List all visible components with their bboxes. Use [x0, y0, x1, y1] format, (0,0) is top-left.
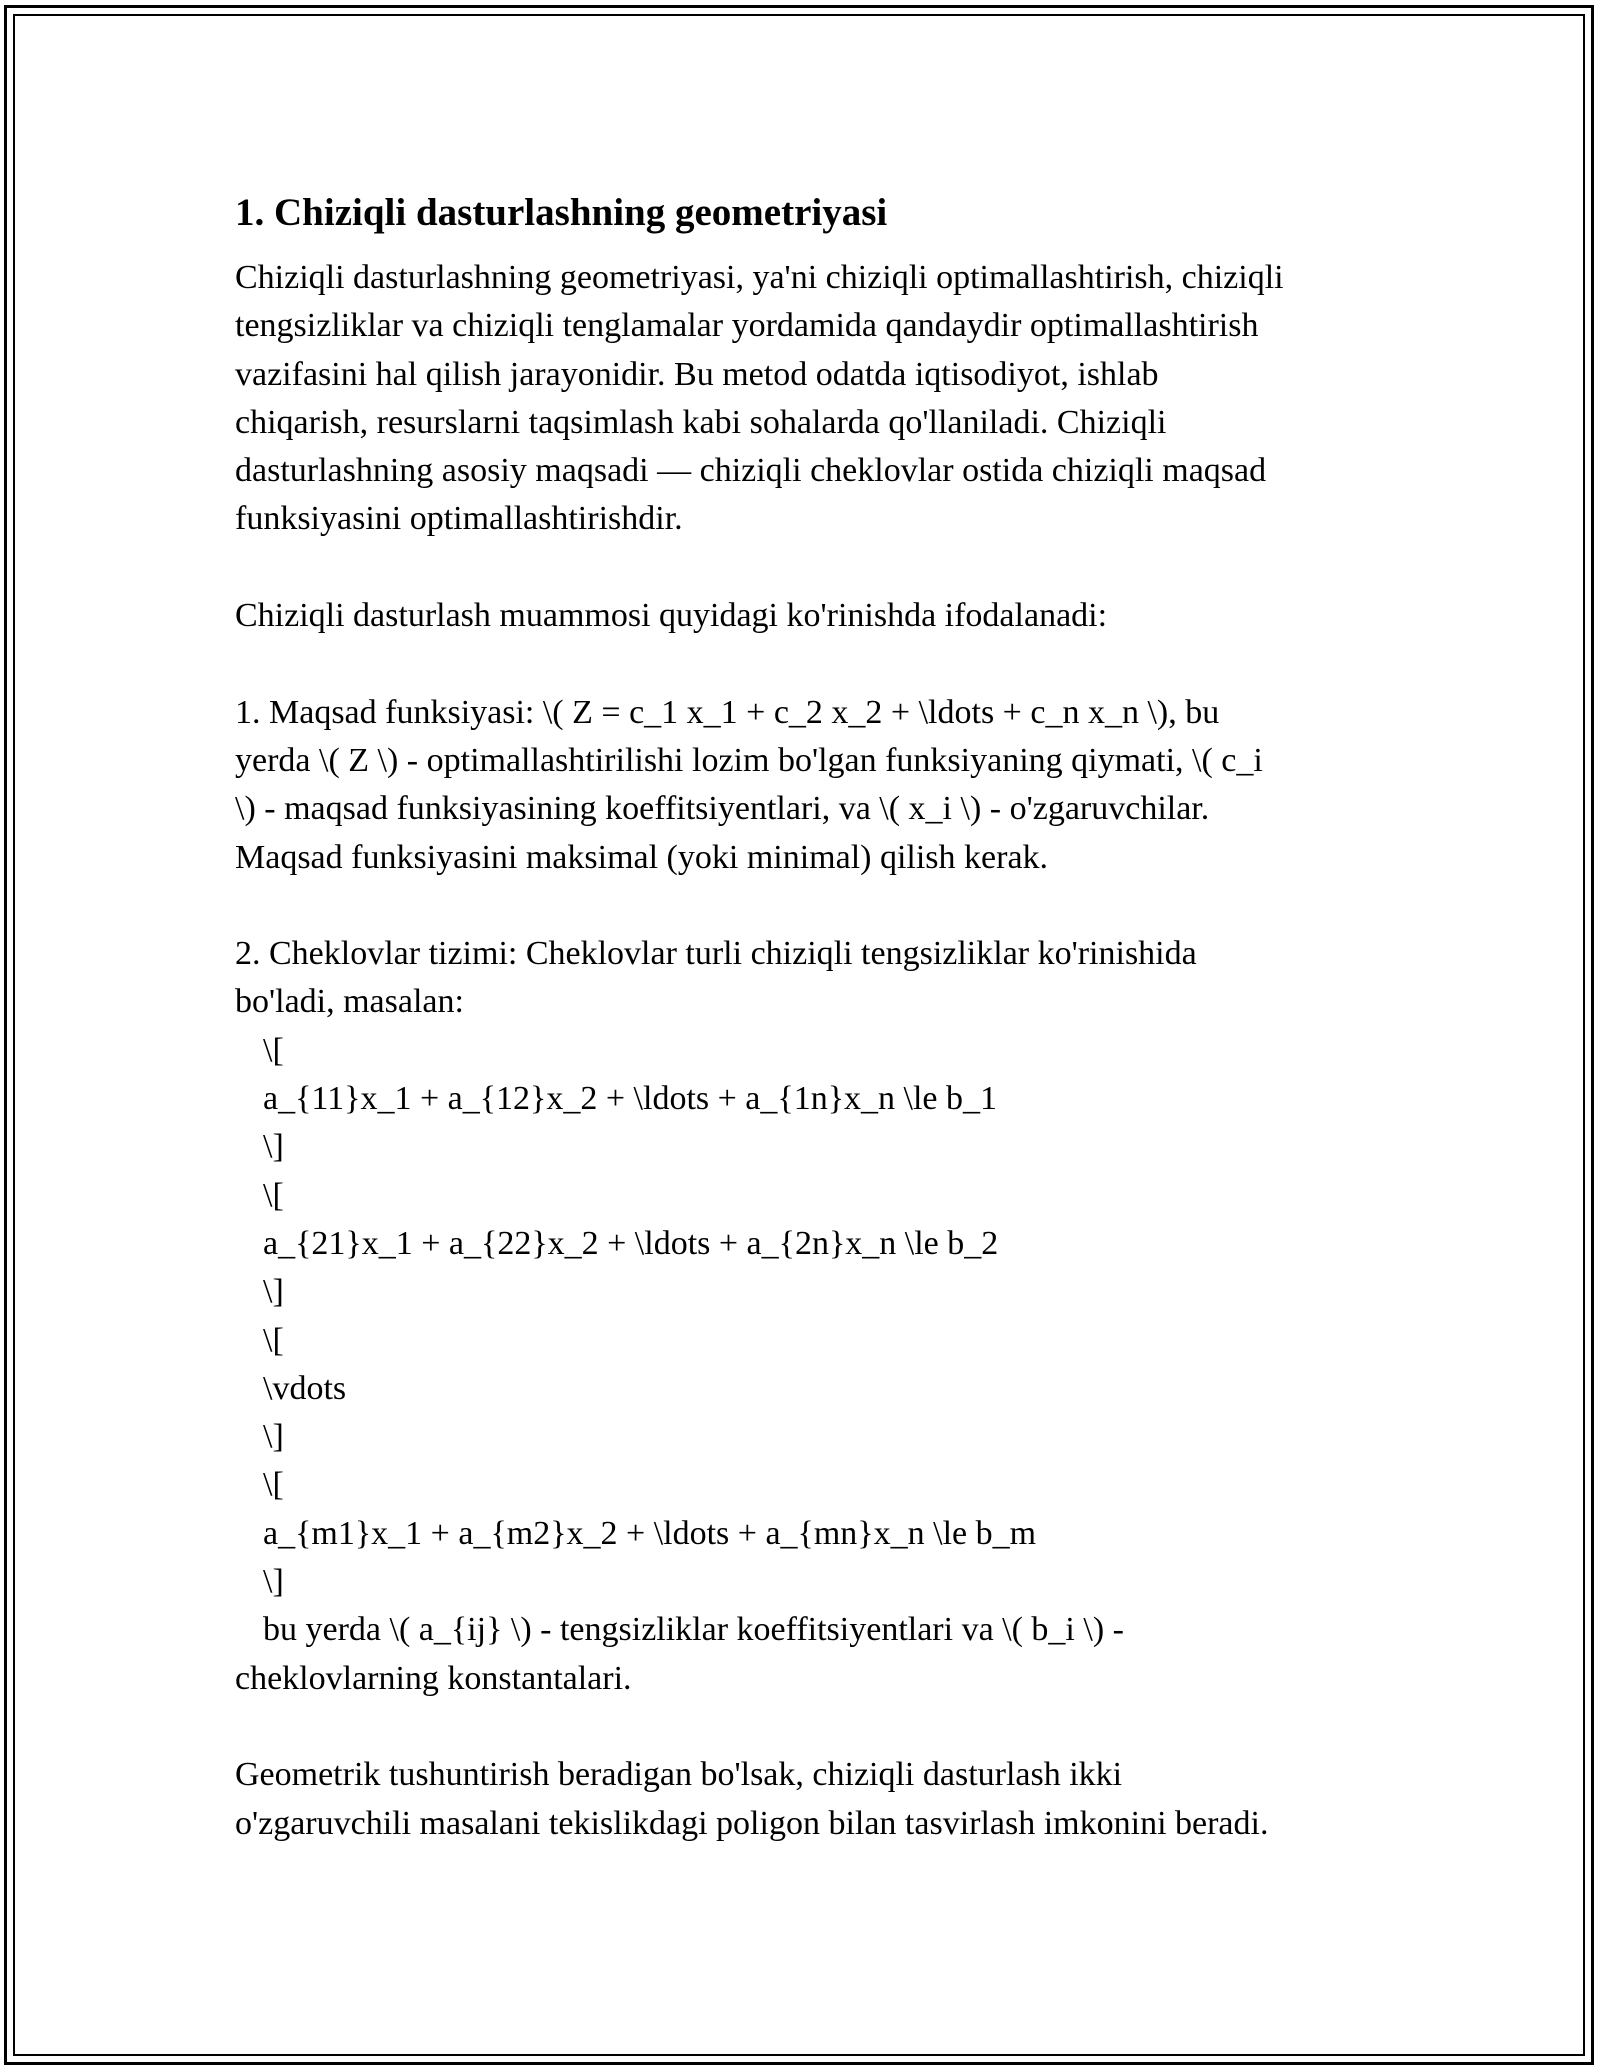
constraints-item: [235, 930, 1385, 1703]
item1-line: \) - maqsad funksiyasining koeffitsiyentlari, va \( x_i \) - o'zgaruvchilar.: [235, 790, 1210, 828]
intro-line: funksiyasini optimallashtirishdir.: [235, 500, 683, 538]
formula-line: \[: [263, 1466, 284, 1504]
conclusion-paragraph: [235, 1751, 1385, 1848]
spacer: [235, 1703, 1385, 1751]
item1-line: yerda \( Z \) - optimallashtirilishi lozim bo'lgan funksiyaning qiymati, \( c_i: [235, 741, 1263, 779]
formula-line: bu yerda \( a_{ij} \) - tengsizliklar koeffitsiyentlari va \( b_i \) -: [263, 1611, 1124, 1649]
objective-function-item: [235, 689, 1385, 882]
formula-line: \vdots: [263, 1369, 347, 1407]
intro-paragraph: [235, 254, 1385, 544]
item2-line: bo'ladi, masalan:: [235, 983, 464, 1021]
section-title: 1. Chiziqli dasturlashning geometriyasi: [235, 191, 888, 234]
intro-line: Chiziqli dasturlashning geometriyasi, ya'ni chiziqli optimallashtirish, chiziqli: [235, 259, 1284, 296]
conclusion-line: o'zgaruvchili masalani tekislikdagi poligon bilan tasvirlash imkonini beradi.: [235, 1804, 1269, 1842]
item1-line: Maqsad funksiyasini maksimal (yoki minimal) qilish kerak.: [235, 838, 1049, 876]
formula-line: \]: [263, 1418, 284, 1456]
intro-line: dasturlashning asosiy maqsadi — chiziqli cheklovlar ostida chiziqli maqsad: [235, 452, 1267, 490]
formula-line: \[: [263, 1031, 284, 1069]
intro-line: chiqarish, resurslarni taqsimlash kabi sohalarda qo'llaniladi. Chiziqli: [235, 403, 1167, 441]
formula-line: \]: [263, 1563, 284, 1601]
item2-line: 2. Cheklovlar tizimi: Cheklovlar turli chiziqli tengsizliklar ko'rinishida: [235, 935, 1197, 973]
formula-line: a_{21}x_1 + a_{22}x_2 + \ldots + a_{2n}x_n \le b_2: [263, 1224, 999, 1262]
formula-line: \]: [263, 1128, 284, 1166]
document-body: [235, 186, 1385, 1848]
formula-line: \[: [263, 1321, 284, 1359]
spacer: [235, 882, 1385, 930]
intro-line: tengsizliklar va chiziqli tenglamalar yordamida qandaydir optimallashtirish: [235, 307, 1259, 345]
constraint-formulas: [235, 1027, 1385, 1655]
intro-line: vazifasini hal qilish jarayonidir. Bu metod odatda iqtisodiyot, ishlab: [235, 355, 1159, 393]
item1-line: 1. Maqsad funksiyasi: \( Z = c_1 x_1 + c_2 x_2 + \ldots + c_n x_n \), bu: [235, 693, 1220, 731]
formula-line: \[: [263, 1176, 284, 1214]
formula-line: \]: [263, 1273, 284, 1311]
item2-tail: cheklovlarning konstantalari.: [235, 1659, 632, 1697]
spacer: [235, 640, 1385, 688]
formula-line: a_{11}x_1 + a_{12}x_2 + \ldots + a_{1n}x_n \le b_1: [263, 1080, 998, 1118]
problem-statement: Chiziqli dasturlash muammosi quyidagi ko'rinishda ifodalanadi:: [235, 597, 1108, 635]
formula-line: a_{m1}x_1 + a_{m2}x_2 + \ldots + a_{mn}x_n \le b_m: [263, 1514, 1037, 1552]
spacer: [235, 544, 1385, 592]
conclusion-line: Geometrik tushuntirish beradigan bo'lsak, chiziqli dasturlash ikki: [235, 1756, 1123, 1794]
